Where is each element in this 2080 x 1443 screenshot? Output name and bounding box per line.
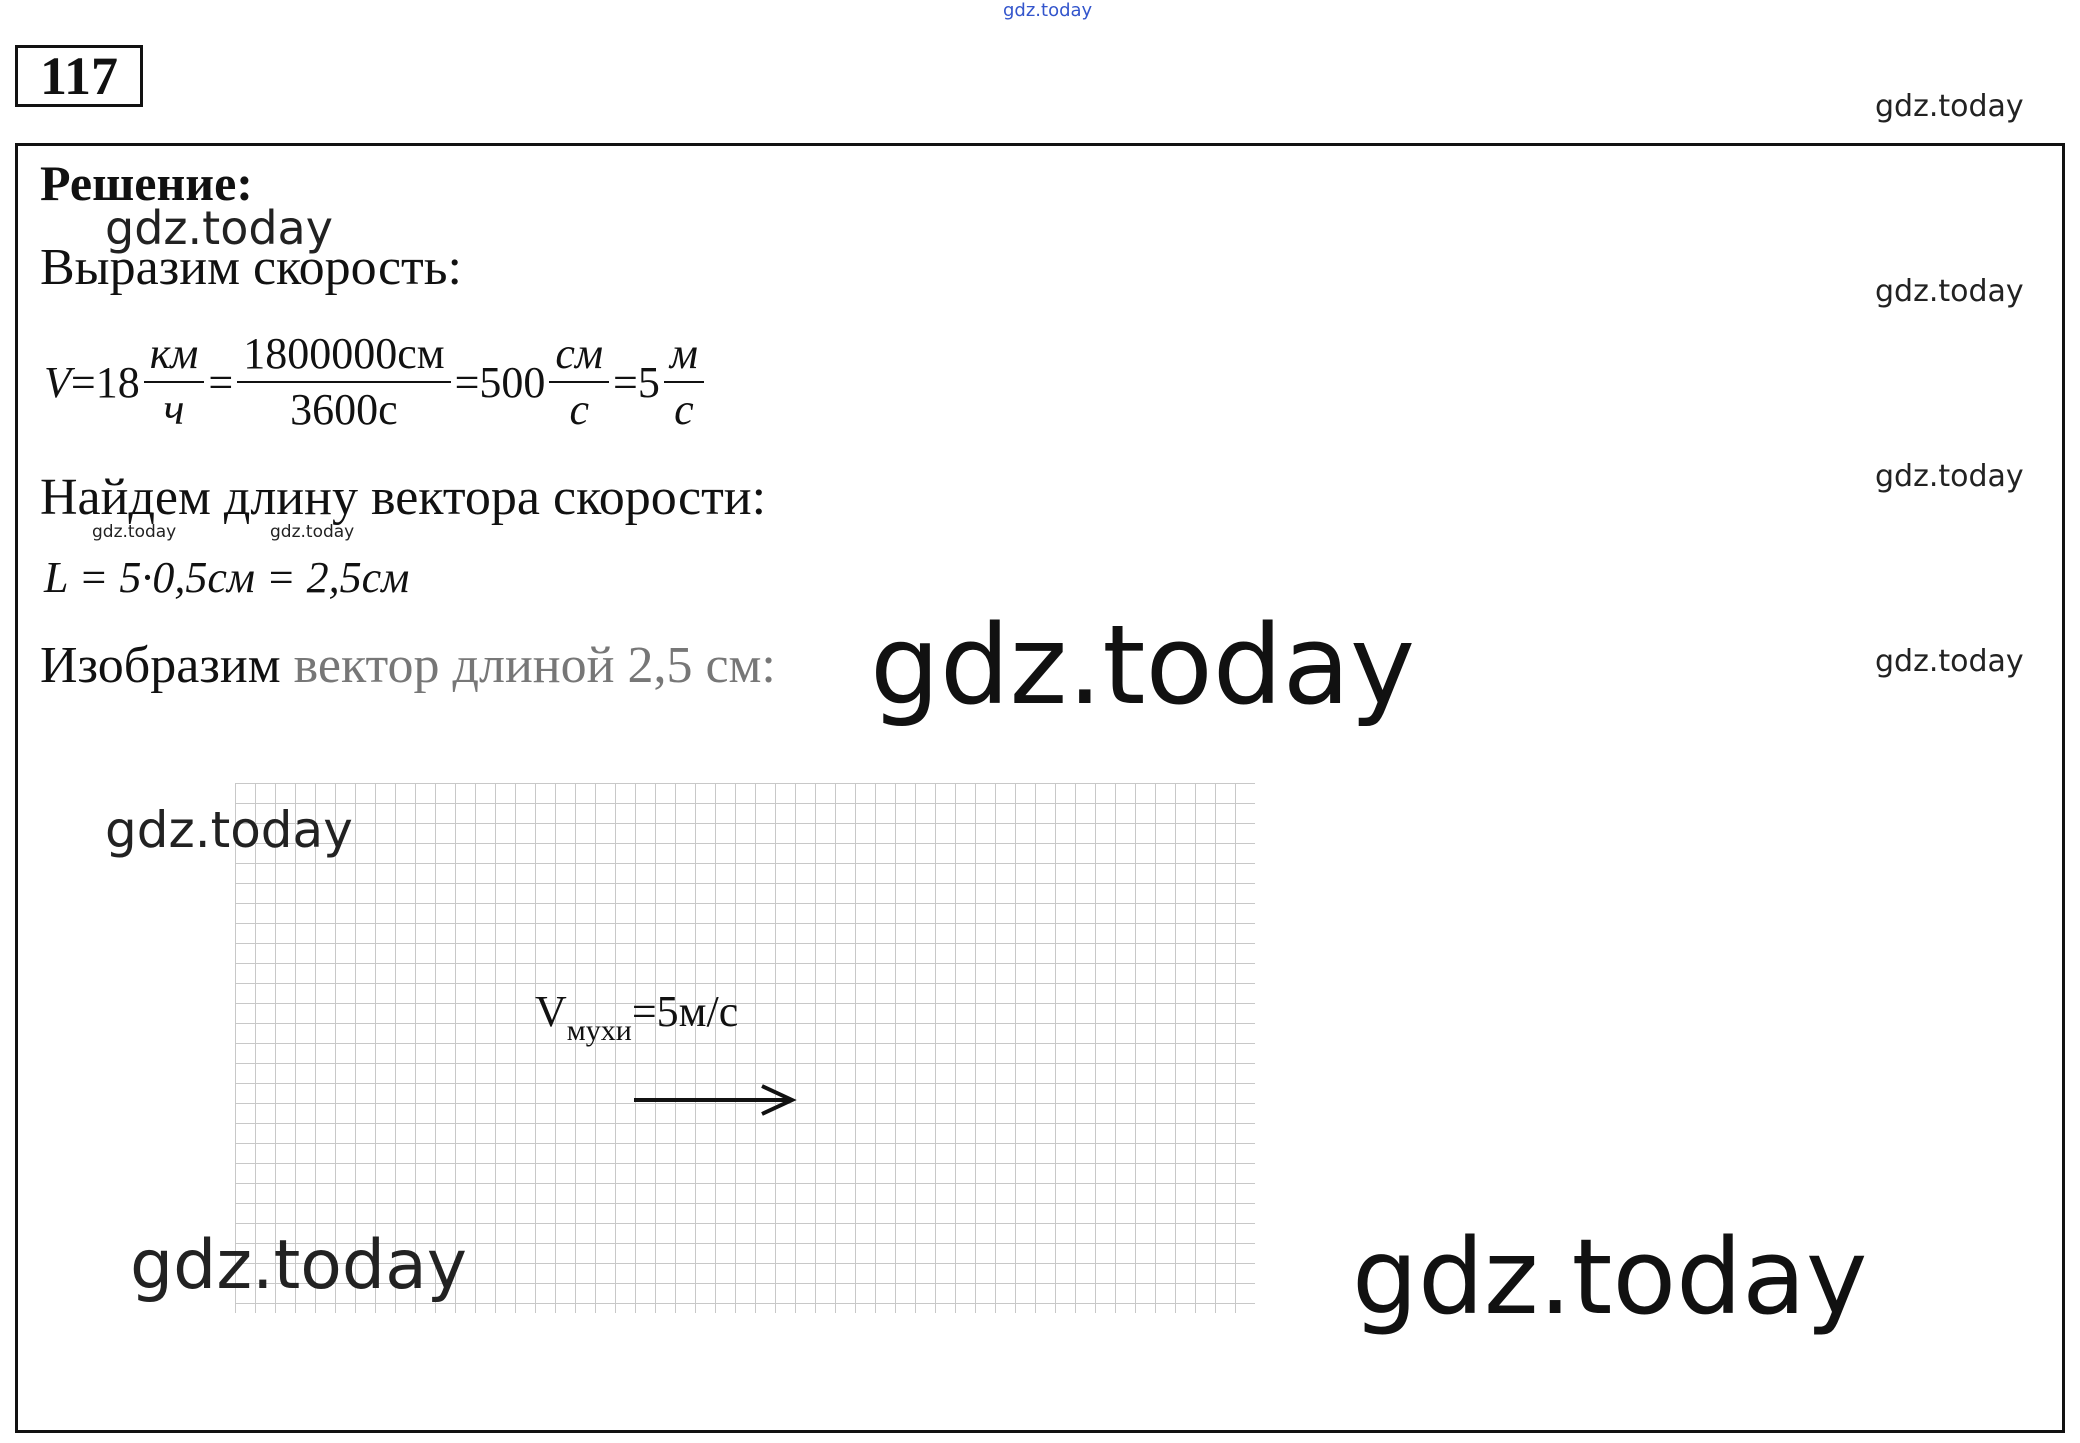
fraction-cm-s [237,328,450,434]
task-number: 117 [15,45,143,107]
fraction-numerator: 1800000см [237,331,450,383]
draw-vector-text-main: Изобразим [40,637,281,694]
formula-eq: =500 [454,357,546,407]
watermark-top: gdz.today [1003,0,1093,21]
watermark: gdz.today [130,1226,467,1305]
fraction-cm-per-s [549,328,609,434]
watermark-large: gdz.today [1352,1216,1868,1338]
length-formula-text: L = 5·0,5см = 2,5см [44,553,410,602]
formula-eq: =18 [70,357,140,407]
solution-heading: Решение: [40,155,253,211]
watermark: gdz.today [105,801,353,859]
fraction-km-h [144,328,205,434]
watermark: gdz.today [105,201,333,255]
watermark-right: gdz.today [1875,459,2024,494]
draw-vector-text [40,637,776,694]
find-length-text: Найдем длину вектора скорости: [40,469,767,526]
watermark-right: gdz.today [1875,274,2024,309]
fraction-numerator: см [549,331,609,383]
fraction-denominator: с [674,385,694,434]
vector-subscript: мухи [566,1014,632,1047]
watermark-large: gdz.today [870,601,1416,729]
vector-label [535,987,739,1047]
speed-formula [44,322,708,442]
fraction-numerator: км [144,331,205,383]
watermark-small: gdz.today [270,522,355,542]
length-formula [44,552,409,603]
vector-value: =5м/с [631,987,739,1036]
formula-eq: = [208,357,234,407]
formula-eq: =5 [613,357,660,407]
express-speed-text: Выразим скорость: [40,239,462,296]
fraction-denominator: ч [163,385,185,434]
fraction-denominator: 3600с [290,385,398,434]
watermark-small: gdz.today [92,522,177,542]
fraction-m-per-s [664,328,704,434]
watermark-right: gdz.today [1875,644,2024,679]
vector-symbol: V [535,987,567,1036]
velocity-vector-arrow [630,1080,800,1120]
watermark-right: gdz.today [1875,89,2024,124]
fraction-numerator: м [664,331,704,383]
fraction-denominator: с [569,385,589,434]
draw-vector-text-faded: вектор длиной 2,5 см: [293,637,776,694]
formula-lhs: V [44,357,71,407]
